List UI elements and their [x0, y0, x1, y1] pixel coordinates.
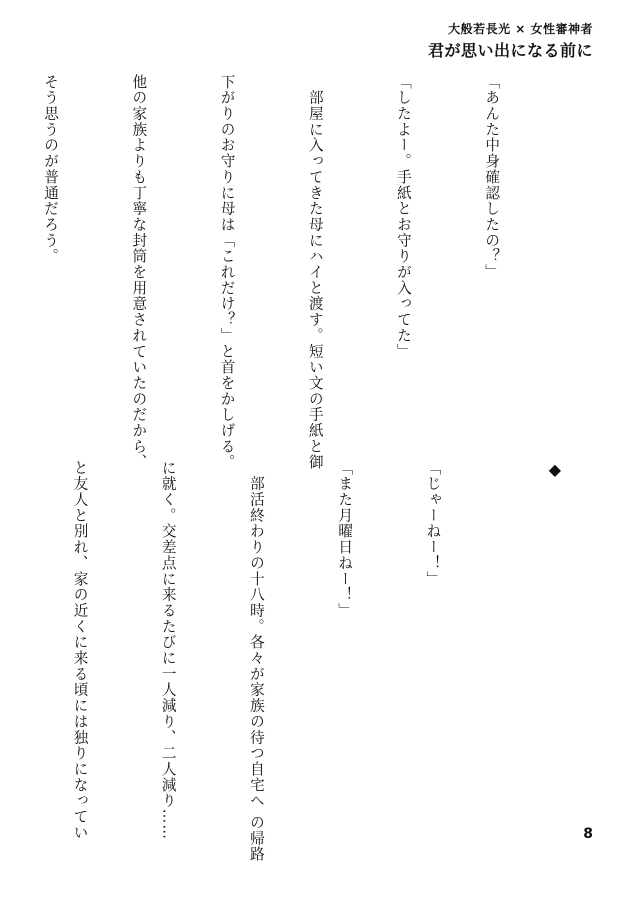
- text-line: 「また月曜日ねー！」: [336, 460, 354, 619]
- lower-text-block: [0, 460, 565, 863]
- text-line: [0, 460, 6, 832]
- text-line: と友人と別れ、家の近くに来る頃には独りになってい: [71, 460, 89, 841]
- text-line: 「あんた中身確認したの？」: [483, 74, 501, 281]
- text-line: に就く。交差点に来るたびに一人減り、二人減り……: [159, 460, 177, 841]
- text-line: そう思うのが普通だろう。: [42, 74, 60, 265]
- text-line: 部屋に入ってきた母にハイと渡す。短い文の手紙と御: [306, 74, 324, 471]
- page-number: 8: [583, 826, 593, 842]
- text-line: 「じゃーねー！」: [424, 460, 442, 587]
- text-line: 他の家族よりも丁寧な封筒を用意されていたのだから、: [130, 74, 148, 471]
- section-break-diamond: ◆: [548, 460, 561, 479]
- text-line: 下がりのお守りに母は「これだけ？」と首をかしげる。: [218, 74, 236, 471]
- running-head: 大般若長光 × 女性審神者: [448, 22, 593, 36]
- upper-text-block: [0, 74, 565, 471]
- text-line: 「したよー。手紙とお守りが入ってた」: [394, 74, 412, 360]
- text-line: 部活終わりの十八時。各々が家族の待つ自宅へ の帰路: [247, 460, 265, 863]
- chapter-title: 君が思い出になる前に: [427, 41, 593, 60]
